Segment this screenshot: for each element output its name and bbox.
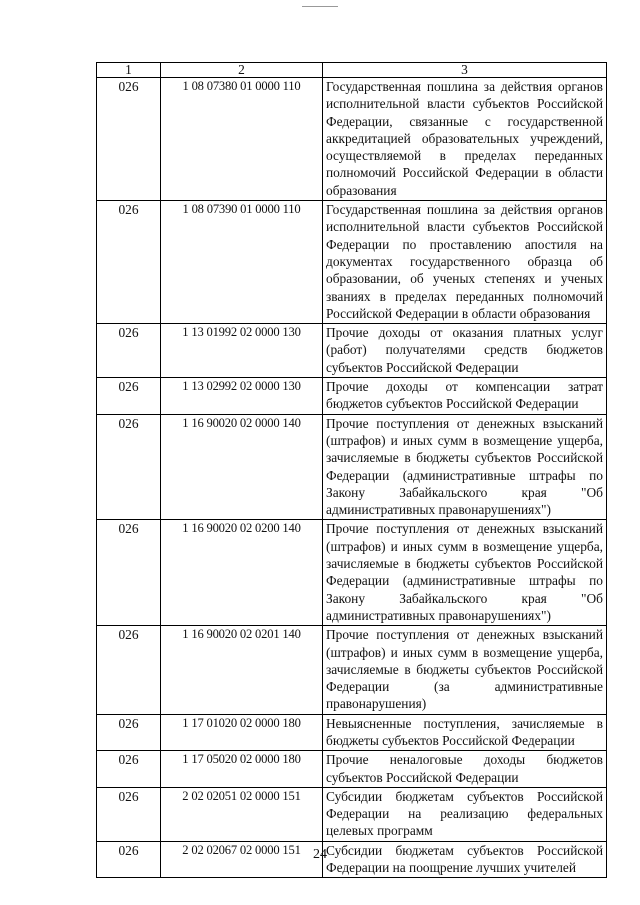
description-cell: Прочие поступления от денежных взысканий (штрафов) и иных сумм в возмещение ущерба, зачисляемые в бюджеты субъектов Российской Федерации (административные штрафы по Закону Забайкальского края "Об административных правонарушениях") (323, 520, 607, 626)
budget-code-cell: 1 13 02992 02 0000 130 (161, 378, 323, 415)
table-row (97, 378, 607, 415)
admin-code-cell: 026 (97, 751, 161, 788)
budget-code-cell: 1 16 90020 02 0000 140 (161, 414, 323, 520)
admin-code-cell: 026 (97, 520, 161, 626)
admin-code-cell: 026 (97, 201, 161, 324)
admin-code-cell: 026 (97, 626, 161, 714)
description-cell: Невыясненные поступления, зачисляемые в бюджеты субъектов Российской Федерации (323, 714, 607, 751)
revenue-codes-table (96, 62, 607, 878)
admin-code-cell: 026 (97, 378, 161, 415)
table-row (97, 751, 607, 788)
budget-code-cell: 1 08 07380 01 0000 110 (161, 78, 323, 201)
column-header-3: 3 (323, 63, 607, 78)
admin-code-cell: 026 (97, 787, 161, 841)
description-cell: Субсидии бюджетам субъектов Российской Федерации на поощрение лучших учителей (323, 841, 607, 878)
description-cell: Прочие поступления от денежных взысканий (штрафов) и иных сумм в возмещение ущерба, зачисляемые в бюджеты субъектов Российской Федерации (административные штрафы по Закону Забайкальского края "Об административных правонарушениях") (323, 414, 607, 520)
budget-code-cell: 2 02 02051 02 0000 151 (161, 787, 323, 841)
admin-code-cell: 026 (97, 78, 161, 201)
budget-code-cell: 1 17 05020 02 0000 180 (161, 751, 323, 788)
description-cell: Прочие поступления от денежных взысканий (штрафов) и иных сумм в возмещение ущерба, зачисляемые в бюджеты субъектов Российской Федерации (за административные правонарушения) (323, 626, 607, 714)
table-row (97, 520, 607, 626)
page-number: 24 (313, 847, 327, 862)
description-cell: Государственная пошлина за действия органов исполнительной власти субъектов Российской Федерации по проставлению апостиля на документах государственного образца об образовании, об ученых степенях и ученых званиях в пределах переданных полномочий Российской Федерации в области образования (323, 201, 607, 324)
budget-code-cell: 2 02 02067 02 0000 151 (161, 841, 323, 878)
budget-code-cell: 1 17 01020 02 0000 180 (161, 714, 323, 751)
budget-code-cell: 1 16 90020 02 0200 140 (161, 520, 323, 626)
column-header-2: 2 (161, 63, 323, 78)
top-edge-mark (302, 6, 338, 7)
table-header-row (97, 63, 607, 78)
description-cell: Прочие доходы от оказания платных услуг (работ) получателями средств бюджетов субъектов Российской Федерации (323, 324, 607, 378)
description-cell: Прочие неналоговые доходы бюджетов субъектов Российской Федерации (323, 751, 607, 788)
table-row (97, 201, 607, 324)
description-cell: Прочие доходы от компенсации затрат бюджетов субъектов Российской Федерации (323, 378, 607, 415)
budget-code-cell: 1 13 01992 02 0000 130 (161, 324, 323, 378)
table-row (97, 787, 607, 841)
table-row (97, 324, 607, 378)
admin-code-cell: 026 (97, 414, 161, 520)
table-row (97, 714, 607, 751)
description-cell: Субсидии бюджетам субъектов Российской Федерации на реализацию федеральных целевых программ (323, 787, 607, 841)
table-row (97, 626, 607, 714)
admin-code-cell: 026 (97, 324, 161, 378)
table-row (97, 414, 607, 520)
table-row (97, 78, 607, 201)
admin-code-cell: 026 (97, 841, 161, 878)
budget-code-cell: 1 16 90020 02 0201 140 (161, 626, 323, 714)
admin-code-cell: 026 (97, 714, 161, 751)
budget-code-cell: 1 08 07390 01 0000 110 (161, 201, 323, 324)
description-cell: Государственная пошлина за действия органов исполнительной власти субъектов Российской Федерации, связанные с государственной аккредитацией образовательных учреждений, осуществляемой в пределах переданных полномочий Российской Федерации в области образования (323, 78, 607, 201)
column-header-1: 1 (97, 63, 161, 78)
